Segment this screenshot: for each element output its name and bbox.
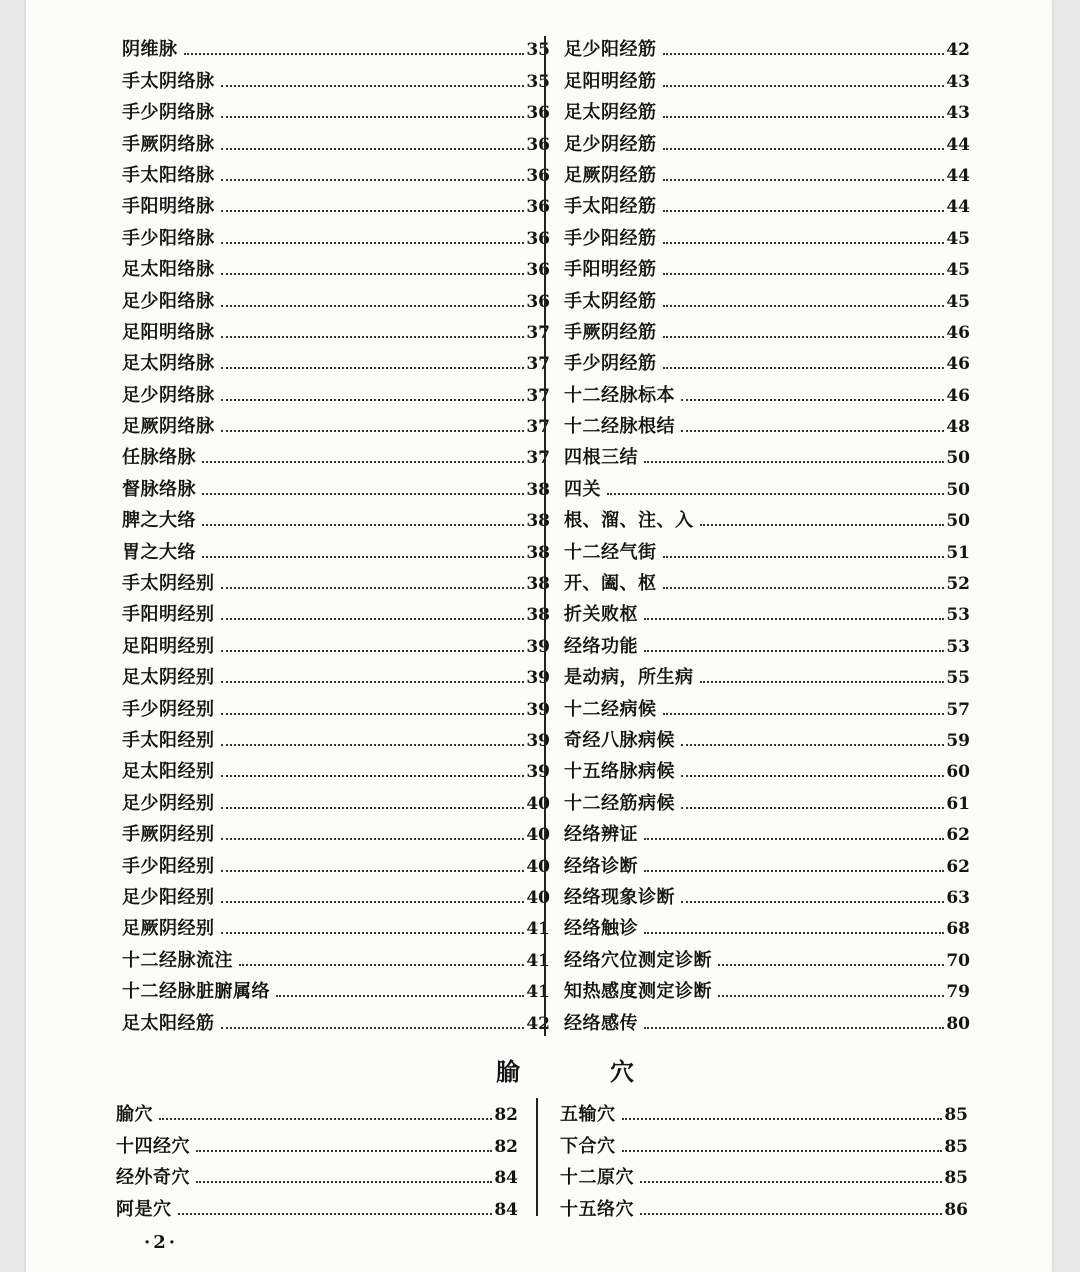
dot-leader [622, 1118, 943, 1120]
dot-leader [681, 399, 944, 401]
dot-leader [663, 556, 945, 558]
entry-page-number: 84 [494, 1168, 518, 1189]
index-entry [122, 909, 550, 940]
entry-page-number: 37 [526, 322, 550, 343]
index-entry [122, 501, 550, 532]
entry-label: 手厥阴经筋 [564, 321, 657, 343]
entry-label: 经络诊断 [564, 855, 638, 877]
dot-leader [221, 932, 525, 934]
entry-page-number: 39 [526, 636, 550, 657]
entry-label: 十二原穴 [560, 1167, 634, 1189]
dot-leader [159, 1118, 492, 1120]
dot-leader [663, 148, 945, 150]
entry-page-number: 36 [526, 165, 550, 186]
entry-page-number: 79 [946, 982, 970, 1003]
dot-leader [681, 775, 944, 777]
dot-leader [663, 367, 945, 369]
entry-page-number: 40 [526, 825, 550, 846]
entry-page-number: 35 [526, 71, 550, 92]
entry-page-number: 41 [526, 982, 550, 1003]
entry-label: 十五络脉病候 [564, 761, 675, 783]
entry-page-number: 85 [944, 1136, 968, 1157]
entry-page-number: 86 [944, 1199, 968, 1220]
index-column-bottom-left [116, 1095, 518, 1221]
entry-page-number: 48 [946, 417, 970, 438]
index-entry [122, 626, 550, 657]
dot-leader [681, 807, 944, 809]
column-divider-top [544, 36, 546, 1036]
entry-label: 足少阳络脉 [122, 290, 215, 312]
index-entry [122, 250, 550, 281]
index-entry [122, 564, 550, 595]
entry-page-number: 84 [494, 1199, 518, 1220]
dot-leader [196, 1150, 492, 1152]
index-entry [564, 1003, 970, 1034]
dot-leader [221, 587, 525, 589]
index-entry [564, 752, 970, 783]
dot-leader [221, 210, 525, 212]
index-entry [564, 93, 970, 124]
entry-page-number: 45 [946, 291, 970, 312]
dot-leader [196, 1181, 492, 1183]
index-entry [122, 30, 550, 61]
entry-label: 阴维脉 [122, 39, 178, 61]
entry-label: 四根三结 [564, 447, 638, 469]
index-entry [116, 1158, 518, 1189]
dot-leader [202, 461, 524, 463]
index-entry [122, 595, 550, 626]
entry-page-number: 40 [526, 887, 550, 908]
entry-page-number: 38 [526, 574, 550, 595]
index-entry [122, 438, 550, 469]
entry-page-number: 44 [946, 134, 970, 155]
dot-leader [221, 775, 525, 777]
entry-label: 胃之大络 [122, 541, 196, 563]
index-entry [122, 846, 550, 877]
entry-page-number: 85 [944, 1105, 968, 1126]
index-entry [564, 501, 970, 532]
index-entry [122, 93, 550, 124]
entry-label: 经外奇穴 [116, 1167, 190, 1189]
entry-label: 手太阴经筋 [564, 290, 657, 312]
dot-leader [221, 870, 525, 872]
entry-page-number: 39 [526, 699, 550, 720]
entry-page-number: 40 [526, 793, 550, 814]
entry-page-number: 53 [946, 636, 970, 657]
entry-label: 经络穴位测定诊断 [564, 949, 712, 971]
entry-page-number: 61 [946, 793, 970, 814]
entry-page-number: 36 [526, 291, 550, 312]
entry-label: 手厥阴络脉 [122, 133, 215, 155]
dot-leader [221, 85, 525, 87]
entry-page-number: 38 [526, 479, 550, 500]
index-entry [564, 783, 970, 814]
dot-leader [700, 681, 945, 683]
entry-label: 开、阖、枢 [564, 573, 657, 595]
dot-leader [663, 53, 945, 55]
entry-page-number: 46 [946, 385, 970, 406]
column-divider-bottom [536, 1098, 538, 1216]
index-entry [564, 972, 970, 1003]
entry-page-number: 43 [946, 103, 970, 124]
entry-page-number: 80 [946, 1013, 970, 1034]
index-entry [564, 438, 970, 469]
entry-label: 十二经病候 [564, 698, 657, 720]
dot-leader [663, 179, 945, 181]
index-entry [564, 815, 970, 846]
index-entry [564, 878, 970, 909]
entry-label: 督脉络脉 [122, 478, 196, 500]
entry-page-number: 53 [946, 605, 970, 626]
index-entry [564, 344, 970, 375]
entry-page-number: 60 [946, 762, 970, 783]
entry-label: 手少阴经别 [122, 698, 215, 720]
dot-leader [607, 493, 944, 495]
dot-leader [221, 618, 525, 620]
dot-leader [202, 493, 524, 495]
index-entry [564, 250, 970, 281]
entry-page-number: 43 [946, 71, 970, 92]
entry-label: 经络感传 [564, 1012, 638, 1034]
entry-label: 足少阴经筋 [564, 133, 657, 155]
dot-leader [622, 1150, 943, 1152]
index-entry [564, 187, 970, 218]
entry-page-number: 82 [494, 1136, 518, 1157]
entry-label: 手少阳经筋 [564, 227, 657, 249]
index-column-top-right [564, 30, 970, 1035]
entry-page-number: 39 [526, 668, 550, 689]
index-entry [564, 124, 970, 155]
index-entry [122, 689, 550, 720]
dot-leader [178, 1213, 493, 1215]
index-entry [560, 1126, 968, 1157]
index-entry [560, 1095, 968, 1126]
index-entry [122, 1003, 550, 1034]
index-entry [122, 815, 550, 846]
entry-label: 经络触诊 [564, 918, 638, 940]
entry-page-number: 62 [946, 825, 970, 846]
dot-leader [644, 932, 944, 934]
entry-page-number: 68 [946, 919, 970, 940]
entry-label: 经络现象诊断 [564, 886, 675, 908]
dot-leader [239, 964, 524, 966]
entry-label: 足太阳络脉 [122, 259, 215, 281]
index-entry [122, 281, 550, 312]
dot-leader [663, 305, 945, 307]
index-entry [122, 156, 550, 187]
entry-page-number: 42 [946, 40, 970, 61]
index-entry [564, 532, 970, 563]
entry-label: 足少阳经别 [122, 886, 215, 908]
entry-label: 手厥阴经别 [122, 824, 215, 846]
dot-leader [718, 995, 944, 997]
entry-label: 手少阴络脉 [122, 102, 215, 124]
dot-leader [663, 273, 945, 275]
entry-label: 四关 [564, 478, 601, 500]
dot-leader [221, 650, 525, 652]
entry-page-number: 39 [526, 762, 550, 783]
entry-page-number: 40 [526, 856, 550, 877]
entry-page-number: 59 [946, 730, 970, 751]
entry-page-number: 55 [946, 668, 970, 689]
entry-label: 足少阴经别 [122, 792, 215, 814]
index-entry [564, 595, 970, 626]
index-entry [122, 375, 550, 406]
dot-leader [221, 305, 525, 307]
entry-page-number: 51 [946, 542, 970, 563]
entry-page-number: 38 [526, 542, 550, 563]
dot-leader [640, 1213, 942, 1215]
index-entry [122, 61, 550, 92]
entry-label: 腧穴 [116, 1104, 153, 1126]
dot-leader [221, 179, 525, 181]
index-entry [564, 940, 970, 971]
dot-leader [221, 901, 525, 903]
index-entry [564, 564, 970, 595]
dot-leader [644, 650, 944, 652]
entry-page-number: 82 [494, 1105, 518, 1126]
entry-label: 手阳明经别 [122, 604, 215, 626]
entry-label: 足太阳经筋 [122, 1012, 215, 1034]
dot-leader [681, 744, 944, 746]
dot-leader [221, 273, 525, 275]
dot-leader [221, 681, 525, 683]
index-entry [564, 218, 970, 249]
entry-label: 足太阴经别 [122, 667, 215, 689]
dot-leader [221, 1027, 525, 1029]
entry-page-number: 36 [526, 134, 550, 155]
index-entry [564, 375, 970, 406]
entry-label: 十二经脉根结 [564, 416, 675, 438]
entry-page-number: 42 [526, 1013, 550, 1034]
index-entry [564, 658, 970, 689]
entry-label: 十五络穴 [560, 1198, 634, 1220]
dot-leader [681, 901, 944, 903]
index-entry [122, 878, 550, 909]
entry-page-number: 36 [526, 228, 550, 249]
index-entry [122, 658, 550, 689]
dot-leader [221, 148, 525, 150]
entry-page-number: 52 [946, 574, 970, 595]
entry-page-number: 44 [946, 197, 970, 218]
entry-label: 经络辨证 [564, 824, 638, 846]
entry-page-number: 46 [946, 354, 970, 375]
dot-leader [276, 995, 524, 997]
entry-label: 足阳明经筋 [564, 70, 657, 92]
index-entry [116, 1189, 518, 1220]
dot-leader [644, 1027, 944, 1029]
entry-label: 手太阳经筋 [564, 196, 657, 218]
dot-leader [221, 713, 525, 715]
dot-leader [221, 838, 525, 840]
entry-page-number: 50 [946, 511, 970, 532]
entry-label: 阿是穴 [116, 1198, 172, 1220]
entry-label: 知热感度测定诊断 [564, 981, 712, 1003]
entry-label: 十二经脉脏腑属络 [122, 981, 270, 1003]
index-entry [122, 187, 550, 218]
entry-label: 奇经八脉病候 [564, 729, 675, 751]
index-entry [564, 61, 970, 92]
dot-leader [644, 618, 944, 620]
section-heading [496, 1052, 636, 1087]
dot-leader [202, 524, 524, 526]
entry-label: 足厥阴经别 [122, 918, 215, 940]
entry-page-number: 44 [946, 165, 970, 186]
index-entry [122, 940, 550, 971]
index-entry [122, 469, 550, 500]
entry-page-number: 50 [946, 479, 970, 500]
entry-label: 足厥阴经筋 [564, 164, 657, 186]
index-entry [122, 218, 550, 249]
dot-leader [221, 336, 525, 338]
entry-label: 根、溜、注、入 [564, 510, 694, 532]
dot-leader [184, 53, 525, 55]
entry-page-number: 46 [946, 322, 970, 343]
entry-label: 手阳明络脉 [122, 196, 215, 218]
entry-page-number: 50 [946, 448, 970, 469]
index-column-top-left [122, 30, 550, 1035]
entry-page-number: 85 [944, 1168, 968, 1189]
index-entry [122, 407, 550, 438]
entry-label: 足少阳经筋 [564, 39, 657, 61]
index-entry [560, 1189, 968, 1220]
entry-page-number: 45 [946, 228, 970, 249]
entry-page-number: 41 [526, 950, 550, 971]
entry-page-number: 62 [946, 856, 970, 877]
entry-label: 脾之大络 [122, 510, 196, 532]
dot-leader [681, 430, 944, 432]
entry-page-number: 36 [526, 103, 550, 124]
index-entry [564, 30, 970, 61]
index-entry [122, 313, 550, 344]
dot-leader [221, 430, 525, 432]
entry-label: 手太阳络脉 [122, 164, 215, 186]
entry-label: 下合穴 [560, 1135, 616, 1157]
section-heading-char-2: 穴 [610, 1057, 636, 1086]
dot-leader [663, 242, 945, 244]
entry-label: 手少阳经别 [122, 855, 215, 877]
page-number: ·2· [144, 1232, 179, 1253]
dot-leader [221, 399, 525, 401]
entry-label: 十二经脉流注 [122, 949, 233, 971]
index-entry [122, 124, 550, 155]
entry-label: 手太阳经别 [122, 729, 215, 751]
entry-label: 足太阳经别 [122, 761, 215, 783]
entry-page-number: 38 [526, 511, 550, 532]
entry-page-number: 63 [946, 887, 970, 908]
index-entry [564, 469, 970, 500]
dot-leader [663, 116, 945, 118]
index-entry [122, 532, 550, 563]
section-heading-char-1: 腧 [496, 1057, 522, 1086]
dot-leader [663, 210, 945, 212]
entry-label: 十二经脉标本 [564, 384, 675, 406]
entry-label: 足阳明络脉 [122, 321, 215, 343]
entry-page-number: 37 [526, 385, 550, 406]
dot-leader [663, 587, 945, 589]
index-entry [122, 344, 550, 375]
entry-label: 手太阴经别 [122, 573, 215, 595]
dot-leader [700, 524, 945, 526]
dot-leader [663, 713, 945, 715]
index-entry [116, 1126, 518, 1157]
entry-label: 足太阴经筋 [564, 102, 657, 124]
entry-page-number: 41 [526, 919, 550, 940]
entry-label: 手太阴络脉 [122, 70, 215, 92]
dot-leader [202, 556, 524, 558]
dot-leader [221, 116, 525, 118]
index-entry [560, 1158, 968, 1189]
index-entry [116, 1095, 518, 1126]
dot-leader [644, 870, 944, 872]
index-column-bottom-right [560, 1095, 968, 1221]
dot-leader [221, 807, 525, 809]
entry-label: 足少阴络脉 [122, 384, 215, 406]
index-entry [122, 752, 550, 783]
index-entry [122, 721, 550, 752]
entry-label: 十二经筋病候 [564, 792, 675, 814]
entry-label: 经络功能 [564, 635, 638, 657]
entry-page-number: 37 [526, 354, 550, 375]
index-entry [564, 721, 970, 752]
index-entry [122, 972, 550, 1003]
entry-label: 手少阴经筋 [564, 353, 657, 375]
index-entry [564, 909, 970, 940]
entry-label: 五输穴 [560, 1104, 616, 1126]
dot-leader [663, 85, 945, 87]
entry-label: 足厥阴络脉 [122, 416, 215, 438]
index-entry [564, 846, 970, 877]
index-entry [564, 626, 970, 657]
entry-page-number: 57 [946, 699, 970, 720]
dot-leader [663, 336, 945, 338]
index-entry [122, 783, 550, 814]
index-entry [564, 689, 970, 720]
entry-page-number: 38 [526, 605, 550, 626]
dot-leader [221, 367, 525, 369]
entry-page-number: 35 [526, 40, 550, 61]
entry-label: 折关败枢 [564, 604, 638, 626]
entry-page-number: 36 [526, 197, 550, 218]
entry-page-number: 39 [526, 730, 550, 751]
entry-page-number: 37 [526, 417, 550, 438]
entry-label: 足阳明经别 [122, 635, 215, 657]
entry-label: 十二经气街 [564, 541, 657, 563]
dot-leader [718, 964, 944, 966]
entry-label: 足太阴络脉 [122, 353, 215, 375]
dot-leader [644, 461, 944, 463]
entry-page-number: 36 [526, 260, 550, 281]
entry-label: 是动病，所生病 [564, 667, 694, 689]
index-entry [564, 313, 970, 344]
index-page [26, 0, 1052, 1272]
dot-leader [221, 744, 525, 746]
entry-page-number: 70 [946, 950, 970, 971]
entry-page-number: 37 [526, 448, 550, 469]
entry-label: 手阳明经筋 [564, 259, 657, 281]
entry-label: 任脉络脉 [122, 447, 196, 469]
dot-leader [221, 242, 525, 244]
index-entry [564, 407, 970, 438]
index-entry [564, 281, 970, 312]
entry-page-number: 45 [946, 260, 970, 281]
dot-leader [640, 1181, 942, 1183]
entry-label: 手少阳络脉 [122, 227, 215, 249]
entry-label: 十四经穴 [116, 1135, 190, 1157]
dot-leader [644, 838, 944, 840]
index-entry [564, 156, 970, 187]
